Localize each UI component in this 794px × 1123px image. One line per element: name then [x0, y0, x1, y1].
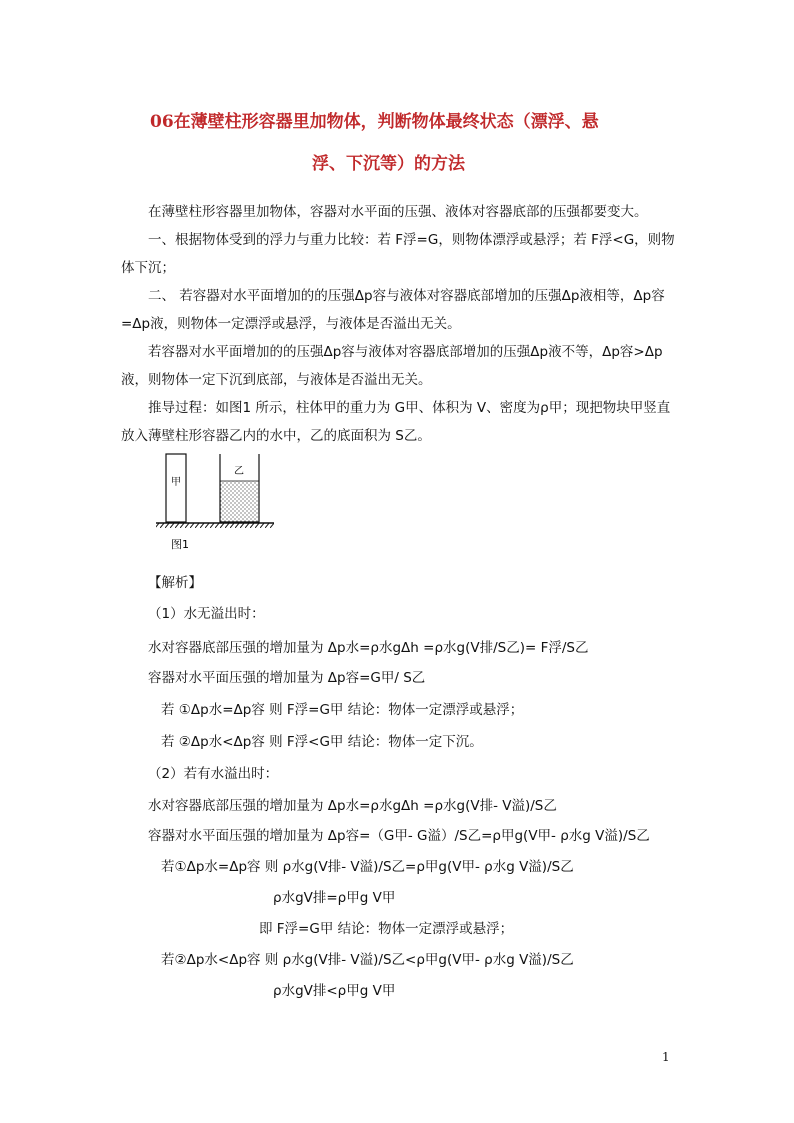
- paragraph-rule-2-cont: =Δp液，则物体一定漂浮或悬浮，与液体是否溢出无关。: [121, 316, 461, 332]
- paragraph-intro: 在薄壁柱形容器里加物体，容器对水平面的压强、液体对容器底部的压强都要变大。: [148, 204, 648, 220]
- document-title-line-1: 06在薄壁柱形容器里加物体，判断物体最终状态（漂浮、悬: [150, 112, 599, 132]
- case-2-title: （2）若有水溢出时：: [148, 766, 279, 782]
- label-yi: 乙: [234, 466, 244, 477]
- case-2-line-5: 即 F浮=G甲 结论：物体一定漂浮或悬浮；: [259, 921, 514, 937]
- case-1-line-3: 若 ①Δp水=Δp容 则 F浮=G甲 结论：物体一定漂浮或悬浮；: [161, 702, 524, 718]
- paragraph-rule-3-cont: 液，则物体一定下沉到底部，与液体是否溢出无关。: [121, 372, 432, 388]
- figure-1: [150, 450, 280, 559]
- case-1-line-2: 容器对水平面压强的增加量为 Δp容=G甲/ S乙: [148, 670, 426, 686]
- paragraph-rule-3: 若容器对水平面增加的的压强Δp容与液体对容器底部增加的压强Δp液不等，Δp容>Δp: [148, 344, 663, 360]
- paragraph-derivation: 推导过程：如图1 所示，柱体甲的重力为 G甲、体积为 V、密度为ρ甲；现把物块甲竖直: [148, 400, 671, 416]
- document-title-line-2: 浮、下沉等）的方法: [312, 154, 465, 174]
- case-1-line-4: 若 ②Δp水<Δp容 则 F浮<G甲 结论：物体一定下沉。: [161, 734, 483, 750]
- figure-1-diagram: [150, 450, 280, 555]
- case-1-line-1: 水对容器底部压强的增加量为 Δp水=ρ水gΔh =ρ水g(V排/S乙)= F浮/S乙: [148, 640, 589, 656]
- figure-caption: 图1: [171, 538, 189, 551]
- case-2-line-1: 水对容器底部压强的增加量为 Δp水=ρ水gΔh =ρ水g(V排- V溢)/S乙: [148, 798, 557, 814]
- ground-hatch: [156, 523, 274, 528]
- case-2-line-2: 容器对水平面压强的增加量为 Δp容=（G甲- G溢）/S乙=ρ甲g(V甲- ρ水g V溢)/S乙: [148, 828, 650, 844]
- paragraph-rule-1: 一、根据物体受到的浮力与重力比较：若 F浮=G，则物体漂浮或悬浮；若 F浮<G，则物: [148, 232, 675, 248]
- paragraph-rule-1-cont: 体下沉；: [121, 260, 175, 276]
- case-2-line-4: ρ水gV排=ρ甲g V甲: [273, 890, 396, 906]
- case-1-title: （1）水无溢出时：: [148, 606, 265, 622]
- analysis-heading: 【解析】: [148, 575, 202, 591]
- page-number: 1: [662, 1050, 670, 1064]
- label-jia: 甲: [171, 477, 181, 488]
- case-2-line-6: 若②Δp水<Δp容 则 ρ水g(V排- V溢)/S乙<ρ甲g(V甲- ρ水g V溢)/S乙: [161, 952, 574, 968]
- case-2-line-7: ρ水gV排<ρ甲g V甲: [273, 983, 396, 999]
- paragraph-rule-2: 二、 若容器对水平面增加的的压强Δp容与液体对容器底部增加的压强Δp液相等，Δp容: [148, 288, 665, 304]
- case-2-line-3: 若①Δp水=Δp容 则 ρ水g(V排- V溢)/S乙=ρ甲g(V甲- ρ水g V溢)/S乙: [161, 859, 574, 875]
- water-in-yi: [220, 481, 259, 522]
- paragraph-derivation-cont: 放入薄壁柱形容器乙内的水中，乙的底面积为 S乙。: [121, 428, 431, 444]
- block-jia: [166, 454, 186, 522]
